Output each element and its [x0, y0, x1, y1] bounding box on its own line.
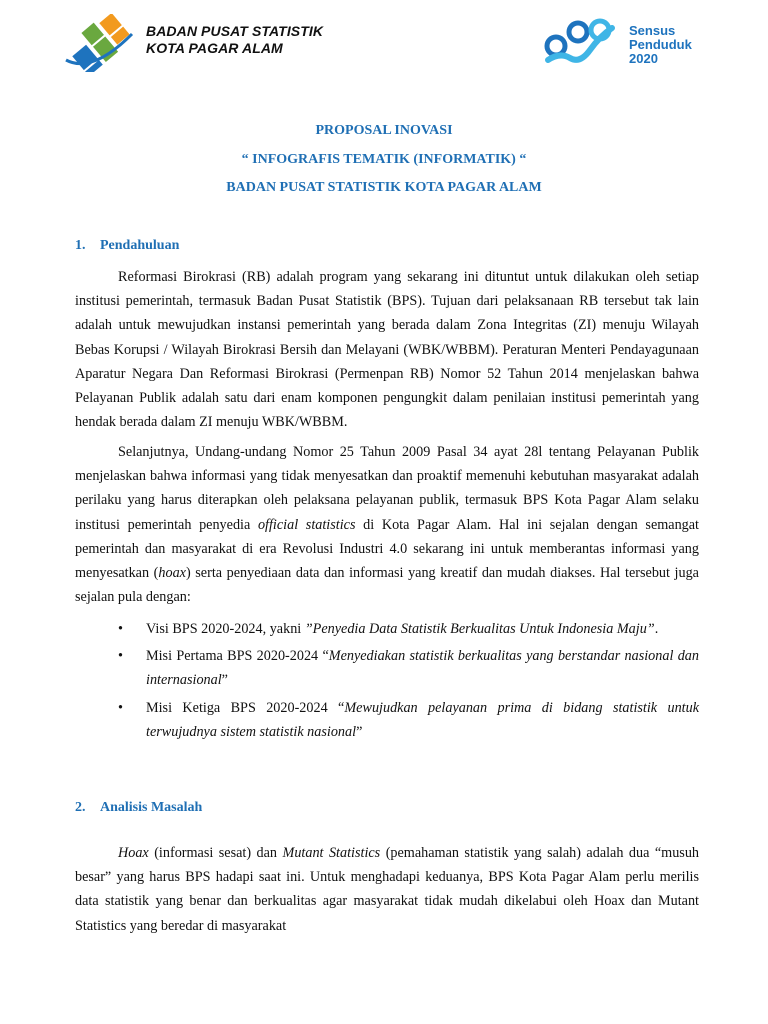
section1-p2-italic1: official statistics	[257, 516, 356, 533]
section1-p2-text-c: ) serta penyediaan data dan informasi yang kreatif dan mudah diakses. Hal tersebut juga sejalan pula dengan:	[75, 565, 699, 606]
bullet2-quote: Menyediakan statistik berkualitas yang berstandar nasional dan internasional	[146, 648, 699, 689]
bullet3-quote: Mewujudkan pelayanan prima di bidang statistik untuk terwujudnya sistem statistik nasional	[146, 699, 699, 740]
section2-number: 2.	[75, 800, 86, 815]
doc-title-line2: “ INFOGRAFIS TEMATIK (INFORMATIK) “	[241, 152, 527, 167]
section1-p2-text-a: Selanjutnya, Undang-undang Nomor 25 Tahun 2009 Pasal 34 ayat 28l tentang Pelayanan Publik menjelaskan bahwa informasi yang tidak menyesatkan dan proaktif memenuhi kebutuhan masyarakat adalah perilaku yang harus diterapkan oleh pelaksana pelayanan publik, termasuk BPS Kota Pagar Alam selaku institusi pemerintah penyedia	[75, 444, 699, 533]
sensus-line1: Sensus	[629, 23, 676, 38]
section1-heading	[75, 238, 179, 254]
sensus-penduduk-logo-icon	[542, 18, 628, 68]
list-item: • Misi Pertama BPS 2020-2024 “Menyediakan statistik berkualitas yang berstandar nasional dan internasional”	[118, 648, 699, 689]
bullet3-lead: Misi Ketiga BPS 2020-2024 “	[146, 699, 345, 716]
section1-number: 1.	[75, 238, 86, 253]
bullet3-tail: ”	[356, 723, 363, 740]
org-name	[146, 23, 323, 57]
section2-p1-text-b: (pemahaman statistik yang salah) adalah dua “musuh besar” yang harus BPS hadapi saat ini. Untuk menghadapi keduanya, BPS Kota Pagar Alam perlu merilis data statistik yang benar dan berkualitas agar masyarakat tidak mudah dikelabui oleh Hoax dan Mutant Statistics yang beredar di masyarakat	[75, 845, 700, 934]
bullet1-tail: .	[654, 621, 659, 637]
section1-p2-text-b: di Kota Pagar Alam. Hal ini sejalan dengan semangat pemerintah dan masyarakat di era Revolusi Industri 4.0 sekarang ini untuk memberantas informasi yang menyesatkan (	[75, 516, 699, 582]
section2-p1-text-a: (informasi sesat) dan	[148, 845, 283, 861]
section2-paragraph1	[75, 841, 699, 938]
vision-mission-list	[118, 617, 699, 747]
sensus-line3: 2020	[629, 51, 658, 66]
doc-title-line1: PROPOSAL INOVASI	[315, 123, 453, 138]
bullet1-quote: ”Penyedia Data Statistik Berkualitas Untuk Indonesia Maju”	[304, 621, 655, 637]
org-name-line1: BADAN PUSAT STATISTIK	[146, 23, 324, 39]
section2-p1-italic2: Mutant Statistics	[282, 845, 381, 861]
doc-title-line3: BADAN PUSAT STATISTIK KOTA PAGAR ALAM	[226, 180, 542, 195]
list-item: • Visi BPS 2020-2024, yakni ”Penyedia Data Statistik Berkualitas Untuk Indonesia Maju”.	[118, 621, 659, 637]
section1-paragraph2	[75, 440, 699, 609]
letterhead	[0, 0, 768, 90]
sensus-text	[629, 24, 692, 66]
section2-heading	[75, 800, 202, 816]
section1-p2-italic2: hoax	[158, 565, 186, 582]
bullet1-lead: Visi BPS 2020-2024, yakni	[146, 621, 305, 637]
sensus-line2: Penduduk	[629, 37, 692, 52]
section1-paragraph1	[75, 265, 699, 434]
section1-title: Pendahuluan	[100, 238, 180, 253]
list-item: • Misi Ketiga BPS 2020-2024 “Mewujudkan pelayanan prima di bidang statistik untuk terwujudnya sistem statistik nasional”	[118, 699, 699, 740]
section2-title: Analisis Masalah	[100, 800, 203, 815]
bullet2-lead: Misi Pertama BPS 2020-2024 “	[146, 648, 329, 665]
section2-p1-italic1: Hoax	[118, 845, 149, 861]
bullet2-tail: ”	[221, 672, 228, 689]
org-name-line2: KOTA PAGAR ALAM	[146, 40, 283, 56]
section1-p1-text: Reformasi Birokrasi (RB) adalah program yang sekarang ini dituntut untuk dilakukan oleh setiap institusi pemerintah, termasuk Badan Pusat Statistik (BPS). Tujuan dari pelaksanaan RB tersebut tak lain adalah untuk mewujudkan instansi pemerintah yang berada dalam Zona Integritas (ZI) menuju Wilayah Bebas Korupsi / Wilayah Birokrasi Bersih dan Melayani (WBK/WBBM). Peraturan Menteri Pendayagunaan Aparatur Negara Dan Reformasi Birokrasi (Permenpan RB) Nomor 52 Tahun 2014 menjelaskan bahwa Pelayanan Publik adalah satu dari enam komponen pengungkit dalam penilaian institusi pemerintah yang hendak berada dalam ZI menuju WBK/WBBM.	[75, 269, 699, 431]
bps-logo-icon	[62, 14, 136, 72]
